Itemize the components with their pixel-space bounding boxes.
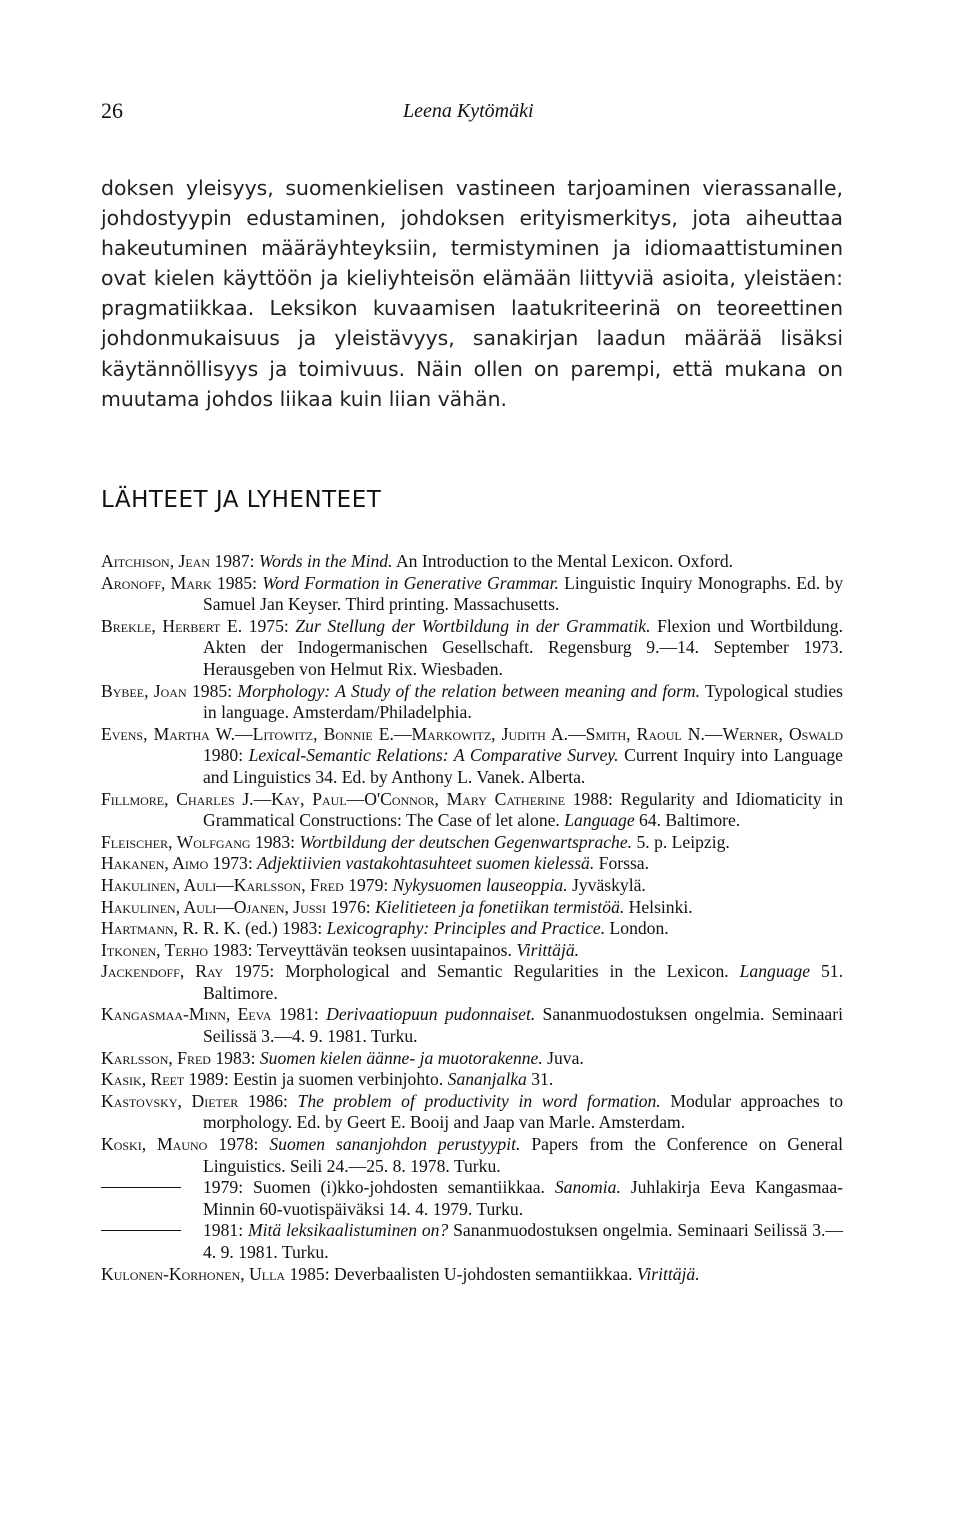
reference-details: Morphological and Semantic Regularities in the Lexicon.: [285, 961, 729, 982]
reference-details-extra: 31.: [531, 1069, 554, 1090]
reference-year: 1975:: [234, 961, 275, 982]
reference-year: 1979:: [203, 1177, 244, 1198]
reference-title: Nykysuomen lauseoppia.: [392, 874, 568, 895]
reference-author: Kulonen-Korhonen, Ulla: [101, 1263, 286, 1284]
reference-title: Mitä leksikaalistuminen on?: [247, 1220, 449, 1241]
reference-entry: [101, 551, 843, 573]
reference-details: Forssa.: [598, 853, 649, 874]
page-header: [101, 98, 843, 128]
reference-author: Karlsson, Fred: [101, 1047, 211, 1068]
reference-details: Flexion und Wortbildung. Akten der Indogermanischen Gesellschaft. Regensburg 9.—14. September 1973. Herausgeben von Helmut Rix. Wiesbaden.: [203, 615, 843, 679]
reference-year: 1976:: [330, 896, 371, 917]
reference-author: Hartmann, R. R. K.: [101, 918, 241, 939]
reference-entry: [101, 1134, 843, 1177]
reference-details: Eestin ja suomen verbinjohto.: [233, 1069, 444, 1090]
reference-year: 1981:: [203, 1220, 244, 1241]
reference-year: 1985:: [192, 680, 233, 701]
reference-entry: [101, 573, 843, 616]
reference-journal: Sananjalka: [447, 1069, 527, 1090]
reference-year: 1981:: [278, 1004, 319, 1025]
reference-year: 1983:: [212, 939, 253, 960]
reference-title: Suomen kielen äänne- ja muotorakenne.: [259, 1047, 543, 1068]
reference-title: Lexicography: Principles and Practice.: [326, 918, 606, 939]
reference-entry: [101, 1264, 843, 1286]
reference-year: 1983:: [215, 1047, 256, 1068]
reference-title: Adjektiivien vastakohtasuhteet suomen kielessä.: [257, 853, 595, 874]
reference-details-extra: 51. Baltimore.: [203, 961, 843, 1003]
reference-details: Terveyttävän teoksen uusintapainos.: [256, 939, 512, 960]
reference-title: Kielitieteen ja fonetiikan termistöä.: [375, 896, 625, 917]
reference-author: Brekle, Herbert E.: [101, 615, 243, 636]
reference-year: 1985:: [289, 1263, 330, 1284]
reference-title: Morphology: A Study of the relation between meaning and form.: [237, 680, 700, 701]
reference-entry: [101, 918, 843, 940]
reference-details: London.: [609, 918, 669, 939]
reference-year: 1980:: [203, 745, 244, 766]
reference-year: 1987:: [214, 551, 255, 571]
reference-author: Fillmore, Charles J.—Kay, Paul—O'Connor, Mary Catherine: [101, 788, 566, 809]
reference-details-extra: 64. Baltimore.: [639, 810, 741, 831]
reference-author: Evens, Martha W.—Litowitz, Bonnie E.—Markowitz, Judith A.—Smith, Raoul N.—Werner, Oswald: [101, 723, 843, 744]
reference-entry: [101, 724, 843, 789]
reference-author: Aitchison, Jean: [101, 551, 211, 571]
reference-details: Sananmuodostuksen ongelmia. Seminaari Seilissä 3.—4. 9. 1981. Turku.: [203, 1220, 843, 1262]
reference-entry: [101, 681, 843, 724]
reference-author: Aronoff, Mark: [101, 572, 212, 593]
ditto-dash: [101, 1187, 181, 1188]
reference-author: Jackendoff, Ray: [101, 961, 224, 982]
reference-details-extra: Juhlakirja Eeva Kangasmaa-Minnin 60-vuotispäiväksi 14. 4. 1979. Turku.: [203, 1177, 844, 1219]
reference-entry: [101, 789, 843, 832]
reference-title: Lexical-Semantic Relations: A Comparative Survey.: [248, 745, 619, 766]
reference-details: Sananmuodostuksen ongelmia. Seminaari Seilissä 3.—4. 9. 1981. Turku.: [203, 1004, 843, 1047]
reference-details: 5. p. Leipzig.: [636, 831, 730, 852]
reference-year: (ed.) 1983:: [245, 918, 323, 939]
reference-author: Hakulinen, Auli—Karlsson, Fred: [101, 874, 344, 895]
reference-year: 1973:: [212, 853, 253, 874]
reference-entry: [101, 1069, 843, 1091]
reference-entry: [101, 875, 843, 897]
reference-entry: [101, 853, 843, 875]
reference-details: Juva.: [547, 1047, 584, 1068]
reference-entry: [101, 940, 843, 962]
reference-entry: [101, 616, 843, 681]
reference-entry: [101, 1220, 843, 1263]
reference-entry: [101, 1091, 843, 1134]
reference-details: Modular approaches to morphology. Ed. by Geert E. Booij and Jaap van Marle. Amsterdam.: [203, 1090, 843, 1133]
ditto-dash: [101, 1230, 181, 1231]
reference-year: 1978:: [218, 1134, 259, 1155]
reference-details: Suomen (i)kko-johdosten semantiikkaa.: [252, 1177, 545, 1198]
reference-details: Regularity and Idiomaticity in Grammatical Constructions: The Case of let alone.: [203, 788, 843, 831]
reference-year: 1988:: [572, 788, 613, 809]
reference-title: Words in the Mind.: [258, 551, 393, 571]
reference-author: Bybee, Joan: [101, 680, 187, 701]
reference-author: Kasik, Reet: [101, 1069, 185, 1090]
running-head: Leena Kytömäki: [403, 100, 534, 122]
reference-year: 1989:: [188, 1069, 229, 1090]
reference-entry: [101, 1048, 843, 1070]
reference-details: An Introduction to the Mental Lexicon. Oxford.: [395, 551, 734, 571]
reference-year: 1985:: [216, 572, 257, 593]
reference-title: Suomen sananjohdon perustyypit.: [269, 1134, 521, 1155]
reference-list: [101, 551, 843, 1285]
reference-journal: Language: [564, 810, 635, 831]
reference-author: Kangasmaa-Minn, Eeva: [101, 1004, 272, 1025]
reference-title: Wortbildung der deutschen Gegenwartsprache.: [299, 831, 633, 852]
reference-details: Typological studies in language. Amsterdam/Philadelphia.: [203, 680, 844, 723]
reference-entry: [101, 1177, 843, 1220]
reference-title: Zur Stellung der Wortbildung in der Grammatik.: [295, 615, 651, 636]
reference-entry: [101, 897, 843, 919]
section-heading: LÄHTEET JA LYHENTEET: [101, 487, 382, 513]
reference-journal: Virittäjä.: [516, 939, 580, 960]
reference-journal: Language: [739, 961, 811, 982]
reference-entry: [101, 1004, 843, 1047]
reference-year: 1986:: [247, 1090, 288, 1111]
reference-author: Hakanen, Aimo: [101, 853, 209, 874]
reference-entry: [101, 832, 843, 854]
reference-author: Koski, Mauno: [101, 1134, 208, 1155]
reference-details: Current Inquiry into Language and Linguistics 34. Ed. by Anthony L. Vanek. Alberta.: [203, 745, 843, 787]
reference-title: Derivaatiopuun pudonnaiset.: [326, 1004, 536, 1025]
reference-year: 1979:: [348, 874, 389, 895]
reference-year: 1983:: [254, 831, 296, 852]
reference-author: Itkonen, Terho: [101, 939, 209, 960]
reference-details: Deverbaalisten U-johdosten semantiikkaa.: [333, 1263, 633, 1284]
reference-journal: Sanomia.: [554, 1177, 621, 1198]
reference-details: Linguistic Inquiry Monographs. Ed. by Samuel Jan Keyser. Third printing. Massachusetts.: [203, 572, 844, 615]
reference-journal: Virittäjä.: [636, 1263, 700, 1284]
reference-author: Kastovsky, Dieter: [101, 1090, 239, 1111]
reference-details: Helsinki.: [628, 896, 693, 917]
reference-title: Word Formation in Generative Grammar.: [262, 572, 559, 593]
reference-title: The problem of productivity in word formation.: [297, 1090, 661, 1111]
page-number: 26: [101, 98, 123, 123]
reference-author: Hakulinen, Auli—Ojanen, Jussi: [101, 896, 327, 917]
reference-year: 1975:: [248, 615, 289, 636]
reference-details: Papers from the Conference on General Linguistics. Seili 24.—25. 8. 1978. Turku.: [203, 1134, 844, 1176]
reference-entry: [101, 961, 843, 1004]
reference-details: Jyväskylä.: [572, 874, 646, 895]
reference-author: Fleischer, Wolfgang: [101, 831, 251, 852]
body-paragraph: doksen yleisyys, suomenkielisen vastineen tarjoaminen vierassanalle, johdostyypin edustaminen, johdoksen erityismerkitys, jota aiheuttaa hakeutuminen määräyhteyksiin, termistyminen ja idiomaattistuminen ovat kielen käyttöön ja kieliyhteisön elämään liittyviä asioita, yleistäen: pragmatiikkaa. Leksikon kuvaamisen laatukriteerinä on teoreettinen johdonmukaisuus ja yleistävyys, sanakirjan laadun määrää lisäksi käytännöllisyys ja toimivuus. Näin ollen on parempi, että mukana on muutama johdos liikaa kuin liian vähän.: [101, 176, 843, 411]
